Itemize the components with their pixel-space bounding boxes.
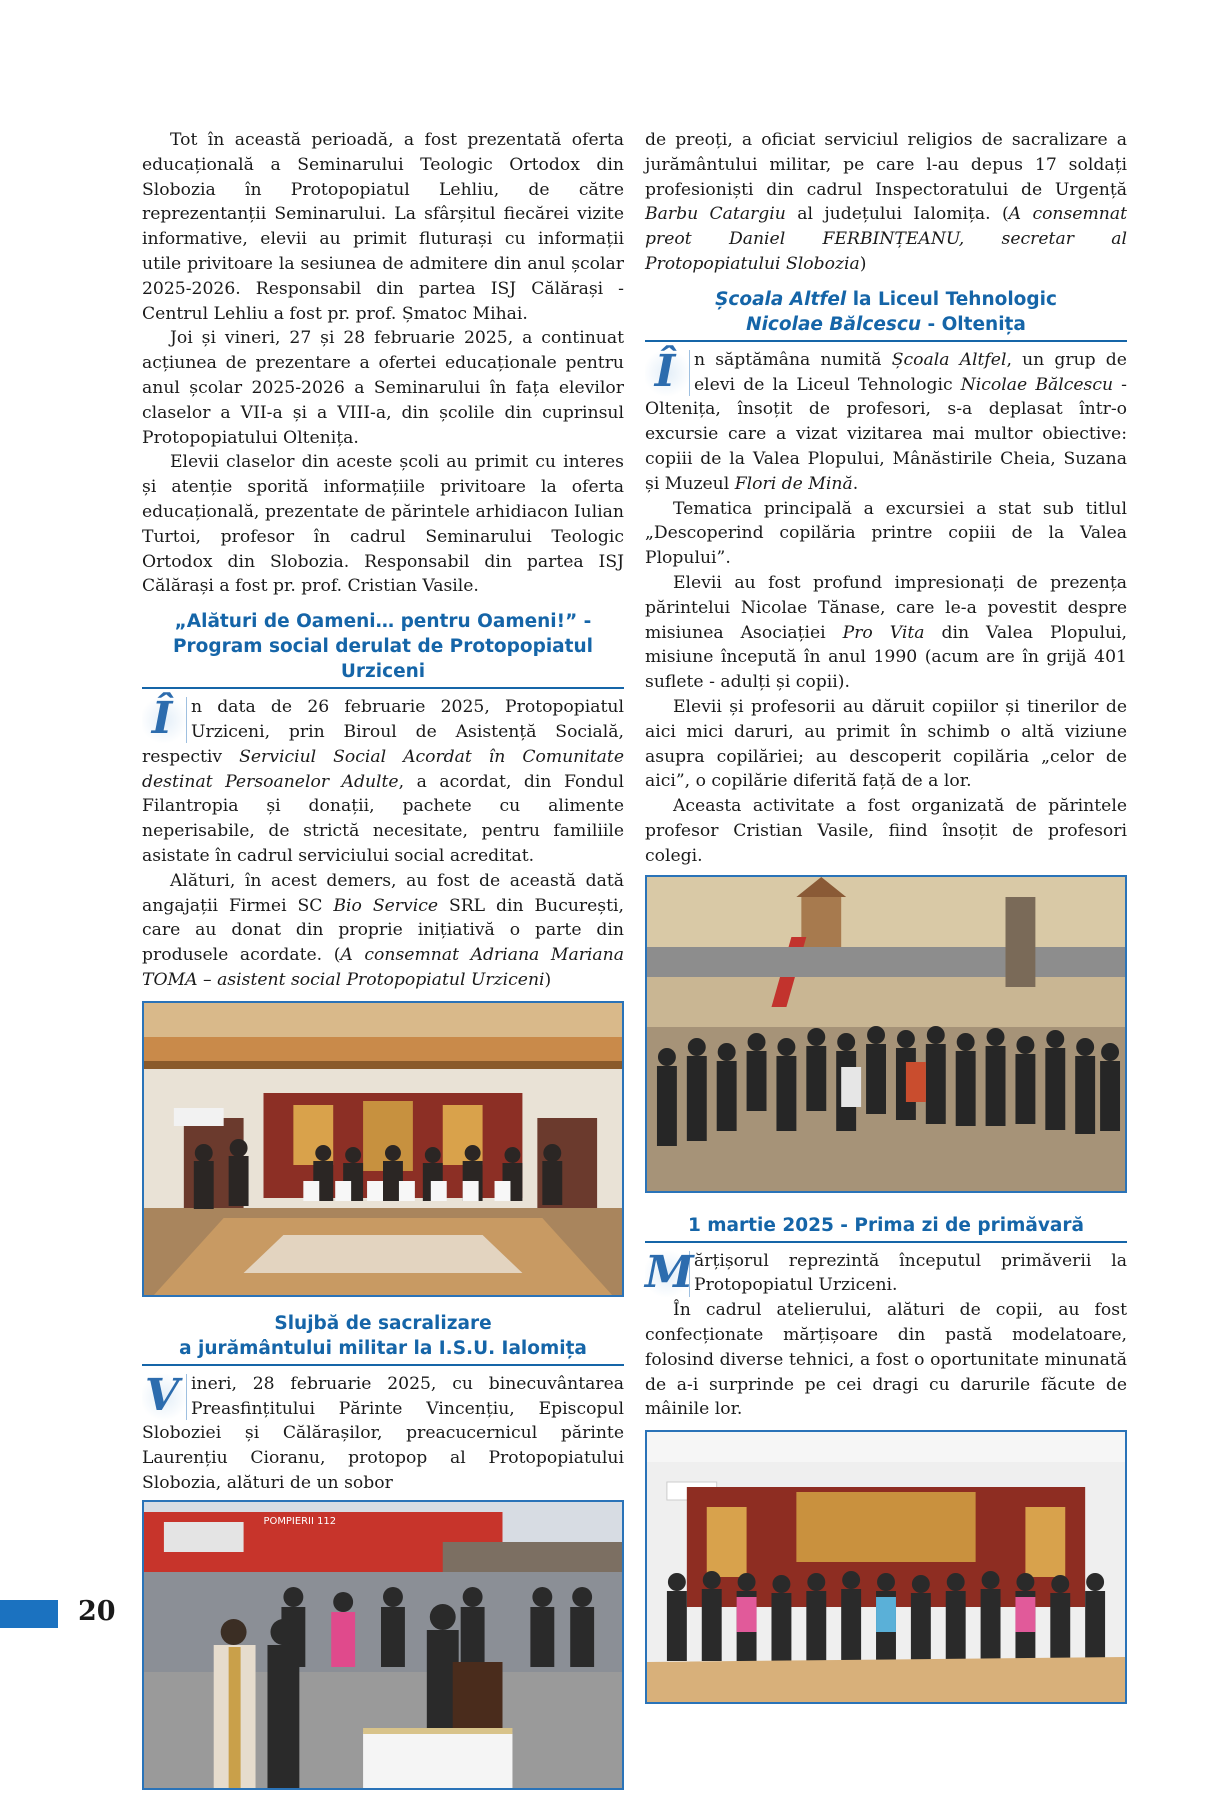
meeting-room-illustration [144, 1003, 622, 1295]
right-column [645, 128, 1127, 1710]
heading-line: „Alături de Oameni… pentru Oameni!” - [174, 611, 592, 633]
text-run: de preoți, a oficiat serviciul religios de sacralizare a jurământului militar, pe care l-au depus 17 soldați profesioniști din cadrul Inspectoratului de Urgență [645, 130, 1127, 200]
photo-meeting-room [142, 1001, 624, 1297]
heading-line: Program social derulat de Protopopiatul Urziceni [173, 636, 593, 683]
page-number-bar [0, 1600, 58, 1628]
author-credit: A consemnat preot Daniel FERBINȚEANU, secretar al Protopopiatului Slobozia [645, 204, 1127, 274]
text-run: SRL din București, care au donat din proprie inițiativă o parte din produsele acordate. ( [142, 895, 624, 966]
text-run-italic: Școala Altfel [891, 349, 1007, 370]
text-run: ărțișorul reprezintă începutul primăverii la Protopopiatul Urziceni. [694, 1250, 1127, 1296]
text-run: ) [859, 253, 867, 274]
text-run-italic: Barbu Catargiu [645, 204, 786, 225]
text-run: Alături, în acest demers, au fost de această dată angajații Firmei SC [142, 870, 624, 916]
paragraph [645, 571, 1127, 695]
heading-line: Slujbă de sacralizare [274, 1312, 492, 1334]
text-run-italic: Serviciul Social Acordat în Comunitate destinat Persoanelor Adulte [142, 746, 624, 792]
text-run: n săptămâna numită [694, 349, 892, 370]
paragraph [645, 345, 1127, 497]
paragraph [142, 695, 624, 869]
truck-label: POMPIERII 112 [263, 1515, 337, 1527]
left-column [142, 128, 624, 1796]
text-run-italic: Flori de Mină [734, 473, 853, 494]
paragraph: Joi și vineri, 27 și 28 februarie 2025, a continuat acțiunea de prezentare a ofertei educaționale pentru anul școlar 2025-2026 a Seminarului în fața elevilor claselor a VII-a și a VIII-a, din școlile din cuprinsul Protopopiatului Oltenița. [142, 328, 624, 448]
children-hall-illustration [647, 1432, 1125, 1702]
drop-cap: Î [142, 697, 187, 743]
text-run: n data de 26 februarie 2025, Protopopiatul Urziceni, prin Biroul de Asistență Socială, respectiv [142, 697, 624, 767]
section-heading-prima-zi-primavara [645, 1213, 1127, 1243]
paragraph [645, 1246, 1127, 1299]
photo-children-hall [645, 1430, 1127, 1704]
photo-isu-ceremony [142, 1500, 624, 1790]
playground-illustration [647, 877, 1125, 1191]
paragraph: Tot în această perioadă, a fost prezentată oferta educațională a Seminarului Teologic Ortodox din Slobozia în Protopopiatul Lehliu, de către reprezentanții Seminarului. La sfârșitul fiecărei vizite informative, elevii au primit fluturași cu informații utile privitoare la sesiunea de admitere din anul școlar 2025-2026. Responsabil din partea ISJ Călărași - Centrul Lehliu a fost pr. prof. Șmatoc Mihai. [142, 130, 624, 324]
text-run: Elevii au fost profund impresionați de prezența părintelui Nicolae Tănase, care le-a povestit despre misiunea Asociației [645, 572, 1127, 643]
text-run-italic: Pro Vita [842, 622, 925, 643]
drop-cap: M [645, 1246, 694, 1298]
text-run: ineri, 28 februarie 2025, cu binecuvântarea Preasfințitului Părinte Vincențiu, Episcopul Sloboziei și Călărașilor, preacucernicul părinte Laurențiu Cioranu, protopop al Protopopiatului Slobozia, alături de un sobor [142, 1373, 624, 1493]
paragraph: Elevii și profesorii au dăruit copiilor și tinerilor de aici mici daruri, au primit în schimb o altă viziune asupra copilăriei; au descoperit copilăria „celor de aici”, o copilărie diferită față de a lor. [645, 696, 1127, 792]
author-credit: A consemnat Adriana Mariana TOMA – asistent social Protopopiatul Urziceni [142, 945, 624, 990]
heading-italic: Nicolae Bălcescu [746, 313, 922, 335]
text-run-italic: Bio Service [333, 895, 438, 916]
heading-line: a jurământului militar la I.S.U. Ialomița [179, 1337, 587, 1359]
text-run-italic: Nicolae Bălcescu [960, 374, 1114, 395]
paragraph [142, 869, 624, 993]
text-run: , a acordat, din Fondul Filantropia și donații, pachete cu alimente neperisabile, de strictă necesitate, pentru familiile asistate în cadrul serviciului social acreditat. [142, 771, 624, 866]
text-run: al județului Ialomița. ( [785, 204, 1009, 225]
heading-run: - Oltenița [921, 313, 1026, 335]
page-number: 20 [78, 1596, 116, 1627]
paragraph [142, 1369, 624, 1496]
text-run: ) [544, 969, 552, 990]
section-heading-scoala-altfel [645, 287, 1127, 342]
text-run: - Oltenița, însoțit de profesori, s-a deplasat într-o excursie care a vizat vizitarea mai multor obiective: copiii de la Valea Plopului, Mânăstirile Cheia, Suzana și Muzeul [645, 374, 1127, 494]
photo-group-playground [645, 875, 1127, 1193]
paragraph: În cadrul atelierului, alături de copii, au fost confecționate mărțișoare din pastă modelatoare, folosind diverse tehnici, a fost o oportunitate minunată de a-i surprinde pe cei dragi cu darurile făcute de mâinile lor. [645, 1300, 1127, 1420]
paragraph: Aceasta activitate a fost organizată de părintele profesor Cristian Vasile, fiind însoțit de profesori colegi. [645, 796, 1127, 866]
heading-italic: Școala Altfel [715, 288, 847, 310]
drop-cap: Î [645, 350, 690, 396]
paragraph: Elevii claselor din aceste școli au primit cu interes și atenție sporită informațiile privitoare la oferta educațională, prezentate de părintele arhidiacon Iulian Turtoi, profesor în cadrul Seminarului Teologic Ortodox din Slobozia. Responsabil din partea ISJ Călărași a fost pr. prof. Cristian Vasile. [142, 452, 624, 597]
text-run: , un grup de elevi de la Liceul Tehnologic [694, 349, 1127, 395]
text-run: din Valea Plopului, misiune începută în anul 1990 (acum are în grijă 401 suflete - adulți și copii). [645, 622, 1128, 693]
heading-line [645, 287, 1127, 312]
text-run: . [852, 473, 859, 494]
heading-line [645, 312, 1127, 337]
paragraph: Tematica principală a excursiei a stat sub titlul „Descoperind copilăria printre copiii de la Valea Plopului”. [645, 498, 1127, 569]
drop-cap: V [142, 1374, 187, 1420]
paragraph [645, 128, 1127, 277]
heading-line: 1 martie 2025 - Prima zi de primăvară [687, 1214, 1085, 1236]
section-heading-isu-ialomita [142, 1311, 624, 1366]
section-heading-urziceni-social [142, 609, 624, 689]
ceremony-illustration [144, 1502, 622, 1788]
heading-run: la Liceul Tehnologic [846, 288, 1057, 310]
